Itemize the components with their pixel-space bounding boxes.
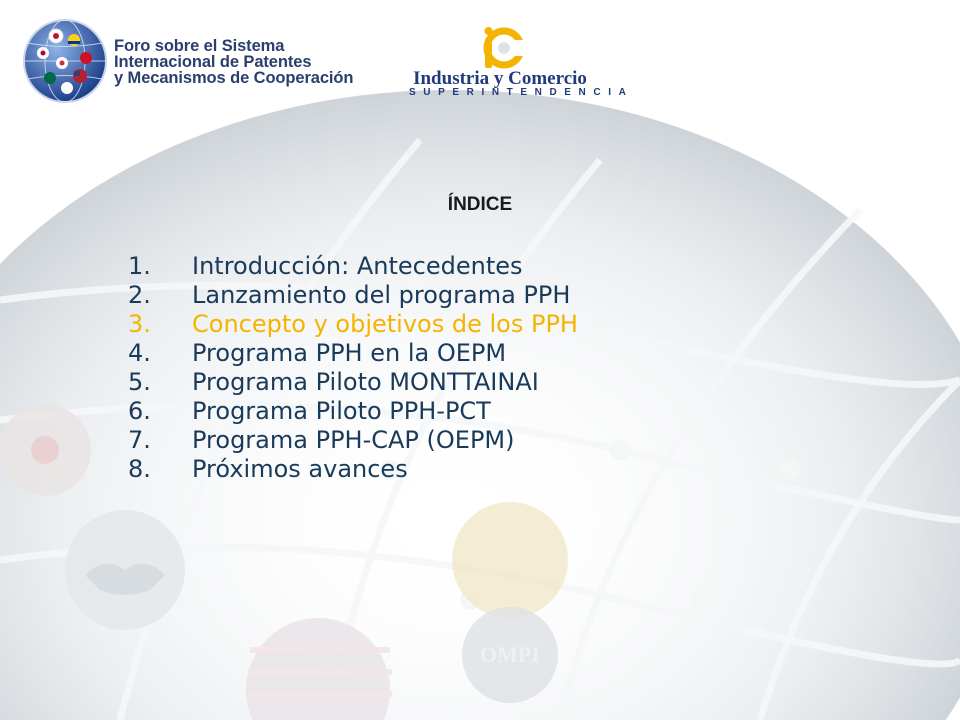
index-item-label: Próximos avances: [192, 455, 408, 483]
index-item-number: 2.: [128, 281, 151, 309]
index-item-number: 8.: [128, 455, 151, 483]
index-item-label: Programa PPH en la OEPM: [192, 339, 507, 367]
forum-title: [114, 38, 353, 86]
index-item-number: 5.: [128, 368, 151, 396]
flag-medallion-colombia: [452, 502, 568, 618]
index-item-label: Introducción: Antecedentes: [192, 252, 523, 280]
globe-flags-icon: [22, 18, 108, 104]
index-item-label: Programa PPH-CAP (OEPM): [192, 426, 515, 454]
sic-name: Industria y Comercio: [413, 68, 587, 89]
index-item-label: Concepto y objetivos de los PPH: [192, 310, 578, 338]
index-title: ÍNDICE: [447, 194, 513, 215]
index-item-number: 4.: [128, 339, 151, 367]
index-item-label: Programa Piloto PPH-PCT: [192, 397, 491, 425]
index-item-label: Lanzamiento del programa PPH: [192, 281, 571, 309]
forum-title-line-1: Foro sobre el Sistema: [114, 37, 285, 55]
index-item-number: 1.: [128, 252, 151, 280]
index-item-number: 6.: [128, 397, 151, 425]
svg-text:OMPI: OMPI: [480, 642, 540, 667]
forum-title-line-3: y Mecanismos de Cooperación: [114, 69, 354, 87]
sic-logo: [405, 26, 634, 98]
sic-emblem-icon: [477, 26, 527, 70]
index-item-label: Programa Piloto MONTTAINAI: [192, 368, 539, 396]
index-item-number: 7.: [128, 426, 151, 454]
forum-title-line-2: Internacional de Patentes: [114, 53, 312, 71]
forum-logo: [22, 18, 372, 104]
sic-subtitle: SUPERINTENDENCIA: [409, 87, 634, 98]
index-item-number: 3.: [128, 310, 151, 338]
